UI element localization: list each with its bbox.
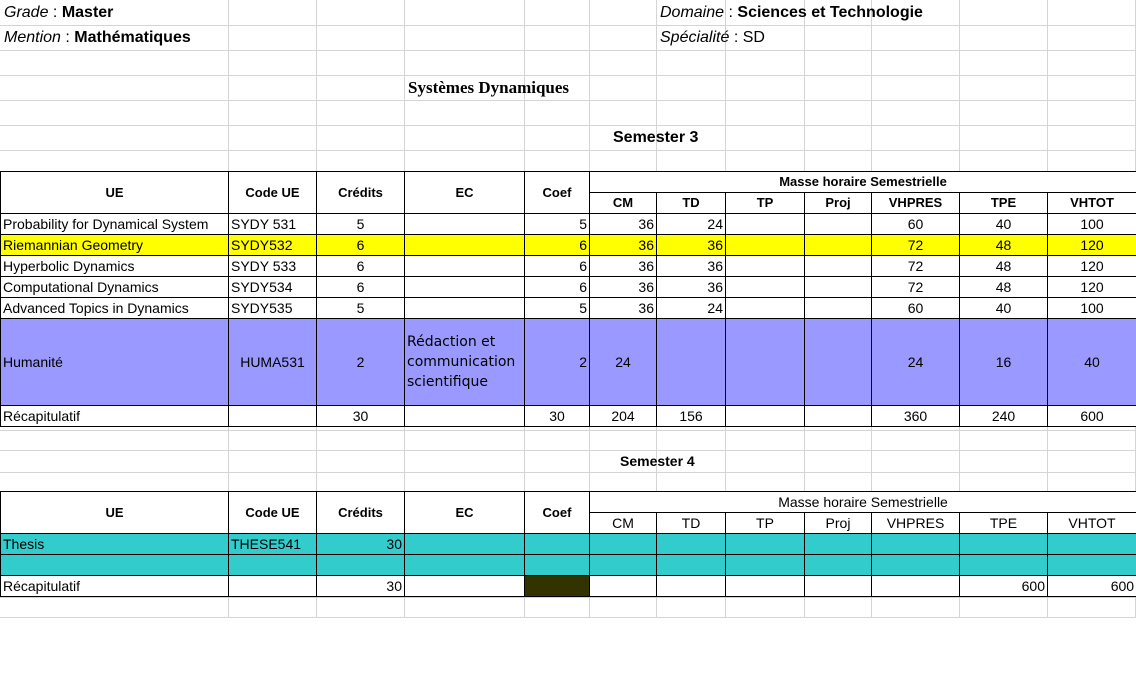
cell-proj [805, 576, 872, 597]
cell-vhpres [872, 555, 960, 576]
cell-vhtot: 120 [1048, 235, 1136, 256]
col-tp-header: TP [726, 513, 805, 534]
cell-vhtot: 120 [1048, 277, 1136, 298]
cell-coef: 6 [525, 256, 590, 277]
cell-code: SYDY 533 [229, 256, 317, 277]
cell-td: 36 [657, 256, 726, 277]
recap-row [1, 406, 1136, 427]
grade-label: Grade [4, 4, 49, 21]
cell-ue [1, 555, 229, 576]
cell-tpe: 48 [960, 277, 1048, 298]
cell-td [657, 576, 726, 597]
cell-proj [805, 406, 872, 427]
cell-coef: 6 [525, 235, 590, 256]
cell-tpe [960, 534, 1048, 555]
cell-coef [525, 534, 590, 555]
domaine-line [660, 4, 923, 22]
cell-tpe: 600 [960, 576, 1048, 597]
cell-ec: Rédaction et communication scientifique [405, 319, 525, 406]
cell-tpe: 40 [960, 214, 1048, 235]
mention-line [4, 29, 191, 47]
col-ue-header: UE [1, 172, 229, 214]
page-title: Systèmes Dynamiques [408, 78, 570, 97]
cell-ue: Thesis [1, 534, 229, 555]
cell-ec [405, 214, 525, 235]
cell-tp [726, 277, 805, 298]
cell-vhpres: 72 [872, 235, 960, 256]
cell-cm [590, 576, 657, 597]
cell-cm: 36 [590, 298, 657, 319]
cell-proj [805, 555, 872, 576]
col-credits-header: Crédits [317, 172, 405, 214]
cell-ue: Advanced Topics in Dynamics [1, 298, 229, 319]
cell-coef [525, 555, 590, 576]
cell-vhtot: 600 [1048, 576, 1136, 597]
cell-vhpres: 360 [872, 406, 960, 427]
col-tpe-header: TPE [960, 513, 1048, 534]
cell-vhtot: 40 [1048, 319, 1136, 406]
cell-ue: Récapitulatif [1, 406, 229, 427]
cell-ec [405, 235, 525, 256]
cell-cm: 204 [590, 406, 657, 427]
cell-tp [726, 555, 805, 576]
table-row [1, 298, 1136, 319]
cell-proj [805, 235, 872, 256]
mention-label: Mention [4, 29, 61, 46]
table-row [1, 235, 1136, 256]
cell-td: 156 [657, 406, 726, 427]
cell-proj [805, 256, 872, 277]
table-row [1, 277, 1136, 298]
cell-cm: 36 [590, 214, 657, 235]
table-row [1, 214, 1136, 235]
cell-code [229, 576, 317, 597]
cell-ue: Humanité [1, 319, 229, 406]
cell-code: SYDY532 [229, 235, 317, 256]
grade-sep: : [52, 4, 58, 21]
cell-ue: Probability for Dynamical System [1, 214, 229, 235]
semester3-title: Semester 3 [613, 129, 699, 146]
cell-vhtot: 100 [1048, 214, 1136, 235]
col-vhpres-header: VHPRES [872, 193, 960, 214]
cell-tp [726, 214, 805, 235]
cell-vhpres: 24 [872, 319, 960, 406]
col-vhpres-header: VHPRES [872, 513, 960, 534]
col-code-header: Code UE [229, 172, 317, 214]
cell-tp [726, 256, 805, 277]
col-proj-header: Proj [805, 513, 872, 534]
cell-ec [405, 555, 525, 576]
col-coef-header: Coef [525, 172, 590, 214]
cell-tpe [960, 555, 1048, 576]
cell-cm [590, 534, 657, 555]
cell-tp [726, 534, 805, 555]
cell-vhtot: 100 [1048, 298, 1136, 319]
recap-row [1, 576, 1136, 597]
table-row [1, 555, 1136, 576]
cell-credits: 30 [317, 406, 405, 427]
cell-proj [805, 298, 872, 319]
cell-code: THESE541 [229, 534, 317, 555]
cell-vhtot: 600 [1048, 406, 1136, 427]
cell-tpe: 48 [960, 235, 1048, 256]
cell-cm [590, 555, 657, 576]
cell-code: SYDY535 [229, 298, 317, 319]
cell-code [229, 406, 317, 427]
cell-coef: 5 [525, 214, 590, 235]
cell-code [229, 555, 317, 576]
semester3-table [0, 171, 1136, 427]
col-td-header: TD [657, 193, 726, 214]
cell-td: 36 [657, 277, 726, 298]
cell-ue: Hyperbolic Dynamics [1, 256, 229, 277]
cell-tp [726, 406, 805, 427]
cell-vhpres: 72 [872, 256, 960, 277]
col-ec-header: EC [405, 492, 525, 534]
specialite-sep: : [733, 29, 739, 46]
cell-tpe: 240 [960, 406, 1048, 427]
domaine-label: Domaine [660, 4, 725, 21]
cell-credits: 30 [317, 576, 405, 597]
cell-vhtot [1048, 555, 1136, 576]
grade-value: Master [61, 4, 114, 21]
cell-coef [525, 576, 590, 597]
cell-tp [726, 235, 805, 256]
cell-ec [405, 256, 525, 277]
cell-vhtot: 120 [1048, 256, 1136, 277]
cell-credits [317, 555, 405, 576]
cell-coef: 2 [525, 319, 590, 406]
cell-proj [805, 319, 872, 406]
masse-horaire-header: Masse horaire Semestrielle [590, 172, 1136, 193]
cell-credits: 5 [317, 214, 405, 235]
col-tp-header: TP [726, 193, 805, 214]
cell-td: 24 [657, 214, 726, 235]
cell-code: HUMA531 [229, 319, 317, 406]
cell-vhpres: 60 [872, 214, 960, 235]
cell-proj [805, 214, 872, 235]
cell-vhpres: 60 [872, 298, 960, 319]
cell-coef: 30 [525, 406, 590, 427]
cell-code: SYDY 531 [229, 214, 317, 235]
cell-ue: Riemannian Geometry [1, 235, 229, 256]
cell-td [657, 319, 726, 406]
cell-credits: 6 [317, 256, 405, 277]
cell-cm: 36 [590, 256, 657, 277]
cell-ue: Computational Dynamics [1, 277, 229, 298]
col-vhtot-header: VHTOT [1048, 193, 1136, 214]
col-proj-header: Proj [805, 193, 872, 214]
cell-coef: 5 [525, 298, 590, 319]
cell-coef: 6 [525, 277, 590, 298]
cell-td: 24 [657, 298, 726, 319]
cell-cm: 36 [590, 277, 657, 298]
cell-ec [405, 406, 525, 427]
cell-td [657, 534, 726, 555]
cell-ec [405, 534, 525, 555]
cell-credits: 6 [317, 277, 405, 298]
semester4-title: Semester 4 [620, 453, 695, 469]
col-code-header: Code UE [229, 492, 317, 534]
col-coef-header: Coef [525, 492, 590, 534]
cell-credits: 5 [317, 298, 405, 319]
cell-tpe: 40 [960, 298, 1048, 319]
cell-credits: 30 [317, 534, 405, 555]
col-td-header: TD [657, 513, 726, 534]
cell-code: SYDY534 [229, 277, 317, 298]
cell-ec [405, 576, 525, 597]
table-row [1, 256, 1136, 277]
col-ec-header: EC [405, 172, 525, 214]
table-row [1, 534, 1136, 555]
domaine-sep: : [728, 4, 733, 21]
cell-cm: 24 [590, 319, 657, 406]
cell-ue: Récapitulatif [1, 576, 229, 597]
cell-proj [805, 277, 872, 298]
col-vhtot-header: VHTOT [1048, 513, 1136, 534]
cell-vhtot [1048, 534, 1136, 555]
domaine-value: Sciences et Technologie [737, 4, 923, 21]
specialite-value: SD [742, 29, 765, 46]
cell-vhpres [872, 534, 960, 555]
cell-credits: 6 [317, 235, 405, 256]
cell-td: 36 [657, 235, 726, 256]
cell-vhpres [872, 576, 960, 597]
col-cm-header: CM [590, 193, 657, 214]
cell-proj [805, 534, 872, 555]
cell-ec [405, 277, 525, 298]
cell-td [657, 555, 726, 576]
cell-ec [405, 298, 525, 319]
cell-tp [726, 319, 805, 406]
cell-credits: 2 [317, 319, 405, 406]
col-cm-header: CM [590, 513, 657, 534]
mention-value: Mathématiques [74, 29, 191, 46]
col-credits-header: Crédits [317, 492, 405, 534]
grade-line [4, 4, 113, 22]
cell-tpe: 48 [960, 256, 1048, 277]
cell-vhpres: 72 [872, 277, 960, 298]
masse-horaire-header: Masse horaire Semestrielle [590, 492, 1136, 513]
specialite-label: Spécialité [660, 29, 730, 46]
semester4-table [0, 491, 1136, 597]
col-ue-header: UE [1, 492, 229, 534]
cell-cm: 36 [590, 235, 657, 256]
cell-tp [726, 576, 805, 597]
cell-tpe: 16 [960, 319, 1048, 406]
table-row [1, 319, 1136, 406]
cell-tp [726, 298, 805, 319]
mention-sep: : [65, 29, 70, 46]
col-tpe-header: TPE [960, 193, 1048, 214]
specialite-line [660, 29, 765, 47]
